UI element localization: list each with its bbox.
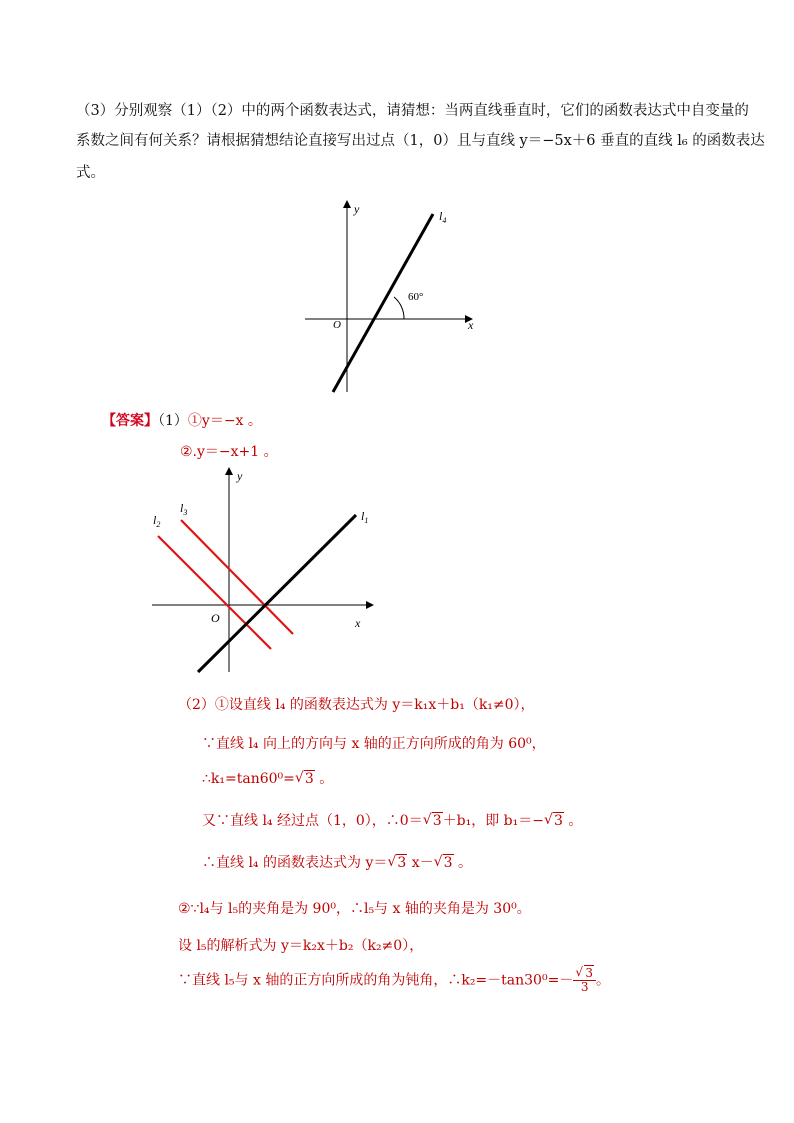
l2-label: $l_2$ bbox=[153, 513, 161, 529]
answer-p1-prefix: （1） bbox=[158, 413, 188, 429]
question-line-2: 系数之间有何关系？请根据猜想结论直接写出过点（1，0）且与直线 y＝−5x＋6 垂直的直线 l₆ 的函数表达 bbox=[76, 133, 765, 149]
figure-l1-l2-l3 bbox=[145, 462, 385, 676]
l3-label: $l_3$ bbox=[180, 501, 188, 517]
origin-label: O bbox=[333, 319, 341, 331]
answer-tag: 【答案】 bbox=[102, 413, 158, 429]
fraction: √ $\frac{3}{3}$ bbox=[573, 967, 596, 994]
answer-p2-b: ∵直线 l₄ 向上的方向与 x 轴的正方向所成的角为 60⁰， bbox=[202, 736, 546, 752]
answer-p3-a: ②∵l₄与 l₅的夹角是为 90⁰，∴l₅与 x 轴的夹角是为 30⁰。 bbox=[178, 901, 531, 917]
answer-p2-c: ∴k₁=tan60⁰=√ 3 。 bbox=[202, 768, 333, 788]
figure-l4 bbox=[300, 196, 490, 396]
question-line-1: （3）分别观察（1）（2）中的两个函数表达式，请猜想：当两直线垂直时，它们的函数表达式中自变量的 bbox=[76, 103, 749, 119]
angle-arc bbox=[394, 297, 404, 319]
answer-p3-b: 设 l₅的解析式为 y＝k₂x＋b₂（k₂≠0）， bbox=[178, 938, 424, 954]
y-axis-label: y bbox=[237, 469, 243, 483]
x-axis-label: x bbox=[355, 616, 361, 630]
question-line-3: 式。 bbox=[76, 165, 105, 181]
answer-p1-b: ②.y＝−x+1 。 bbox=[180, 444, 278, 460]
answer-p2-e: ∴直线 l₄ 的函数表达式为 y＝√ 3 x－√ 3 。 bbox=[202, 852, 472, 872]
answer-line-1 bbox=[102, 410, 262, 430]
l1-label: $l_1$ bbox=[361, 509, 369, 525]
answer-p2-a: （2）①设直线 l₄ 的函数表达式为 y＝k₁x＋b₁（k₁≠0）， bbox=[178, 697, 535, 713]
answer-p2-d: 又∵直线 l₄ 经过点（1，0），∴0＝√ 3＋b₁，即 b₁＝−√ 3 。 bbox=[202, 810, 582, 830]
answer-p1-a: ①y＝−x 。 bbox=[187, 413, 262, 429]
l4-label: $l_4$ bbox=[439, 209, 447, 225]
line-l1 bbox=[198, 515, 356, 672]
origin-label: O bbox=[211, 611, 220, 625]
angle-label: 60° bbox=[408, 291, 424, 303]
x-axis-label: x bbox=[468, 318, 474, 332]
y-axis-label: y bbox=[354, 202, 360, 216]
answer-p3-c: ∵直线 l₅与 x 轴的正方向所成的角为钝角，∴k₂=－tan30⁰=－ √ $\frac{3}{3}$ 。 bbox=[178, 967, 610, 994]
line-l4 bbox=[333, 214, 433, 392]
